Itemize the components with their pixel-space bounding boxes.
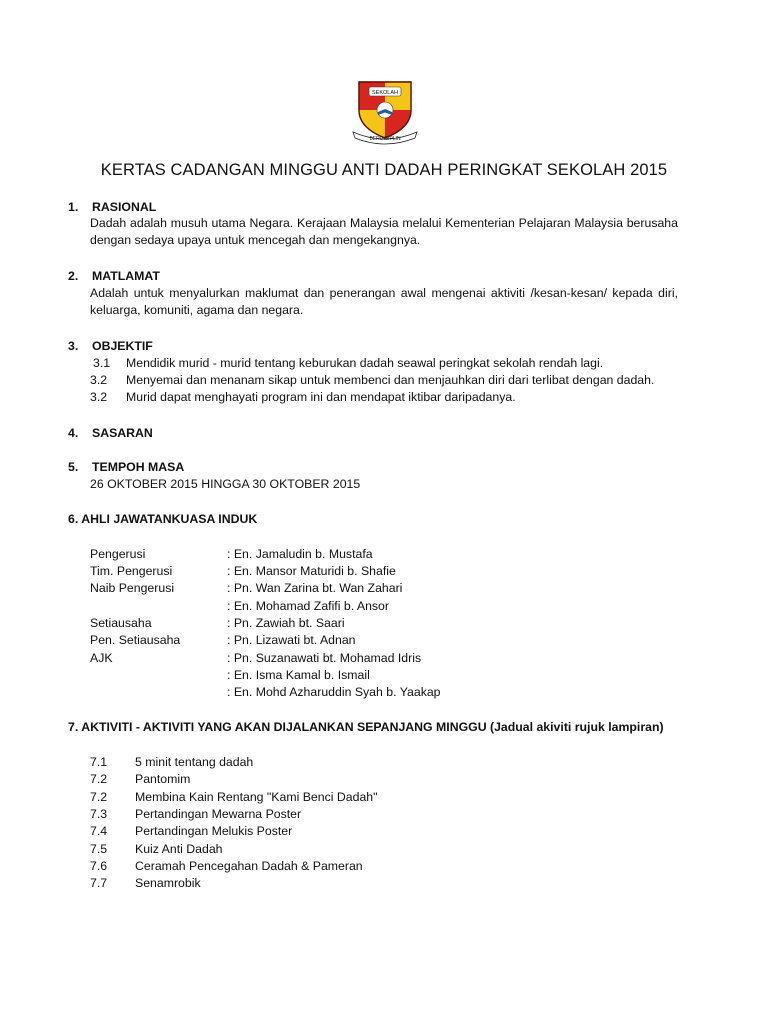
- section-7-heading: 7. AKTIVITI - AKTIVITI YANG AKAN DIJALANKAN SEPANJANG MINGGU (Jadual akiviti rujuk lampiran): [68, 720, 664, 734]
- section-6-heading: 6. AHLI JAWATANKUASA INDUK: [68, 512, 258, 526]
- committee-role: Naib Pengerusi: [90, 581, 175, 595]
- activity-number: 7.2: [90, 790, 108, 804]
- section-2-body: Adalah untuk menyalurkan maklumat dan penerangan awal mengenai aktiviti /kesan-kesan/ kepada diri, keluarga, komuniti, agama dan negara.: [90, 286, 678, 317]
- section-1-number: 1.: [68, 200, 79, 214]
- section-1-heading: RASIONAL: [92, 200, 157, 214]
- activity-number: 7.6: [90, 859, 108, 873]
- objective-number: 3.1: [93, 356, 111, 370]
- crest-top-text: SEKOLAH: [372, 90, 398, 96]
- committee-member: : En. Mohamad Zafifi b. Ansor: [227, 599, 389, 613]
- committee-member: : En. Mansor Maturidi b. Shafie: [227, 564, 396, 578]
- section-2-heading: MATLAMAT: [92, 269, 160, 283]
- section-4-number: 4.: [68, 426, 79, 440]
- school-crest-logo: [349, 76, 421, 146]
- objective-number: 3.2: [90, 390, 108, 404]
- committee-member: : En. Jamaludin b. Mustafa: [227, 547, 373, 561]
- document-title: KERTAS CADANGAN MINGGU ANTI DADAH PERINGKAT SEKOLAH 2015: [100, 161, 668, 179]
- committee-role: Tim. Pengerusi: [90, 564, 173, 578]
- objective-number: 3.2: [90, 373, 108, 387]
- committee-member: : Pn. Suzanawati bt. Mohamad Idris: [227, 651, 422, 665]
- committee-member: : Pn. Wan Zarina bt. Wan Zahari: [227, 581, 403, 595]
- section-4-heading: SASARAN: [92, 426, 153, 440]
- section-5-dates: 26 OKTOBER 2015 HINGGA 30 OKTOBER 2015: [90, 477, 361, 491]
- committee-member: : En. Mohd Azharuddin Syah b. Yaakap: [227, 685, 441, 699]
- section-3-number: 3.: [68, 339, 79, 353]
- activity-number: 7.3: [90, 807, 108, 821]
- section-2-number: 2.: [68, 269, 79, 283]
- activity-text: 5 minit tentang dadah: [135, 755, 254, 769]
- section-3-heading: OBJEKTIF: [92, 339, 153, 353]
- objective-text: Menyemai dan menanam sikap untuk membenci dan menjauhkan diri dari terlibat dengan dadah.: [126, 373, 655, 387]
- activity-text: Membina Kain Rentang "Kami Benci Dadah": [135, 790, 378, 804]
- activity-text: Ceramah Pencegahan Dadah & Pameran: [135, 859, 363, 873]
- activity-text: Senamrobik: [135, 876, 201, 890]
- committee-role: AJK: [90, 651, 113, 665]
- committee-member: : Pn. Lizawati bt. Adnan: [227, 633, 356, 647]
- objective-text: Mendidik murid - murid tentang keburukan dadah seawal peringkat sekolah rendah lagi.: [126, 356, 604, 370]
- committee-role: Pen. Setiausaha: [90, 633, 181, 647]
- activity-number: 7.1: [90, 755, 108, 769]
- committee-member: : Pn. Zawiah bt. Saari: [227, 616, 345, 630]
- objective-text: Murid dapat menghayati program ini dan mendapat iktibar daripadanya.: [126, 390, 516, 404]
- activity-text: Pertandingan Mewarna Poster: [135, 807, 302, 821]
- activity-number: 7.2: [90, 772, 108, 786]
- activity-number: 7.4: [90, 824, 108, 838]
- committee-role: Setiausaha: [90, 616, 152, 630]
- section-5-number: 5.: [68, 460, 79, 474]
- activity-text: Pertandingan Melukis Poster: [135, 824, 293, 838]
- section-5-heading: TEMPOH MASA: [92, 460, 185, 474]
- activity-number: 7.5: [90, 842, 108, 856]
- activity-text: Pantomim: [135, 772, 191, 786]
- committee-member: : En. Isma Kamal b. Ismail: [227, 668, 370, 682]
- committee-role: Pengerusi: [90, 547, 146, 561]
- activity-text: Kuiz Anti Dadah: [135, 842, 223, 856]
- crest-bottom-text: BERDISIPLIN: [369, 136, 401, 142]
- section-1-body: Dadah adalah musuh utama Negara. Kerajaan Malaysia melalui Kementerian Pelajaran Malaysia berusaha dengan sedaya upaya untuk mencegah dan mengekangnya.: [90, 216, 678, 247]
- activity-number: 7.7: [90, 876, 108, 890]
